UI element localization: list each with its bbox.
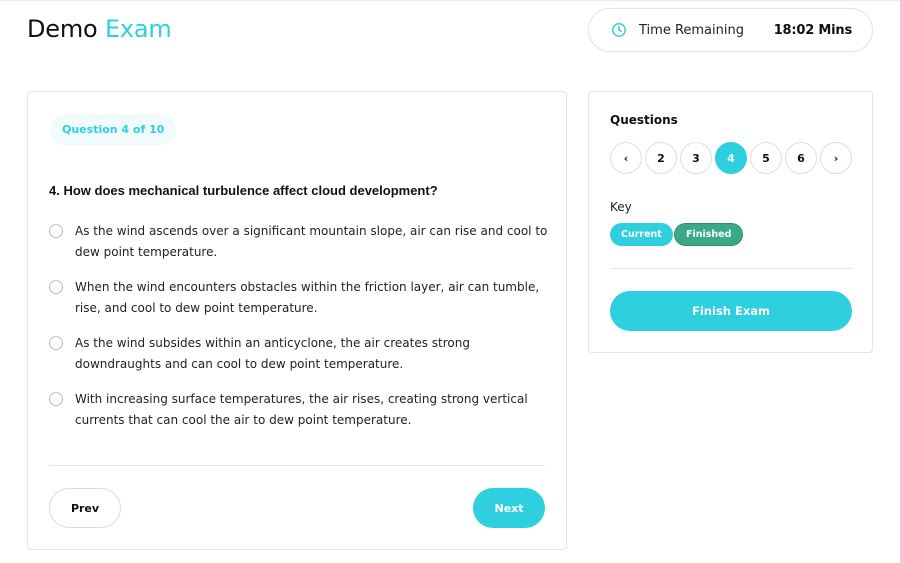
brand-accent: Exam [104, 15, 172, 43]
key-finished-badge: Finished [674, 223, 743, 246]
answer-option-1[interactable] [49, 221, 549, 263]
answer-option-2[interactable] [49, 277, 549, 319]
brand-title [27, 15, 172, 43]
answer-option-text: As the wind ascends over a significant mountain slope, air can rise and cool to dew point temperature. [75, 224, 548, 259]
radio-button[interactable] [49, 392, 63, 406]
answer-option-text: With increasing surface temperatures, the air rises, creating strong vertical currents that can cool the air to dew point temperature. [75, 392, 528, 427]
brand-main: Demo [27, 15, 98, 43]
pager-page-4-current[interactable]: 4 [715, 142, 747, 174]
question-pager [610, 142, 852, 174]
key-current-badge: Current [610, 223, 673, 246]
question-counter-badge: Question 4 of 10 [50, 115, 176, 145]
pager-page-5[interactable]: 5 [750, 142, 782, 174]
timer-label: Time Remaining [639, 22, 744, 38]
radio-button[interactable] [49, 336, 63, 350]
pager-page-2[interactable]: 2 [645, 142, 677, 174]
divider [49, 465, 545, 466]
radio-button[interactable] [49, 280, 63, 294]
answer-option-4[interactable] [49, 389, 549, 431]
prev-button[interactable]: Prev [49, 488, 121, 528]
pager-page-3[interactable]: 3 [680, 142, 712, 174]
navigator-title: Questions [610, 113, 678, 127]
radio-button[interactable] [49, 224, 63, 238]
clock-icon [611, 22, 627, 38]
pager-page-6[interactable]: 6 [785, 142, 817, 174]
answer-option-3[interactable] [49, 333, 549, 375]
divider [610, 268, 852, 269]
next-button[interactable]: Next [473, 488, 545, 528]
key-title: Key [610, 200, 632, 214]
finish-exam-button[interactable]: Finish Exam [610, 291, 852, 331]
pager-prev-button[interactable]: ‹ [610, 142, 642, 174]
question-navigator-card [588, 91, 873, 353]
question-title: 4. How does mechanical turbulence affect cloud development? [49, 183, 438, 198]
pager-next-button[interactable]: › [820, 142, 852, 174]
answer-option-text: As the wind subsides within an anticyclone, the air creates strong downdraughts and can cool to dew point temperature. [75, 336, 470, 371]
timer-panel [588, 8, 873, 52]
question-card [27, 91, 567, 550]
answer-option-text: When the wind encounters obstacles within the friction layer, air can tumble, rise, and cool to dew point temperature. [75, 280, 540, 315]
timer-value: 18:02 Mins [773, 22, 852, 38]
